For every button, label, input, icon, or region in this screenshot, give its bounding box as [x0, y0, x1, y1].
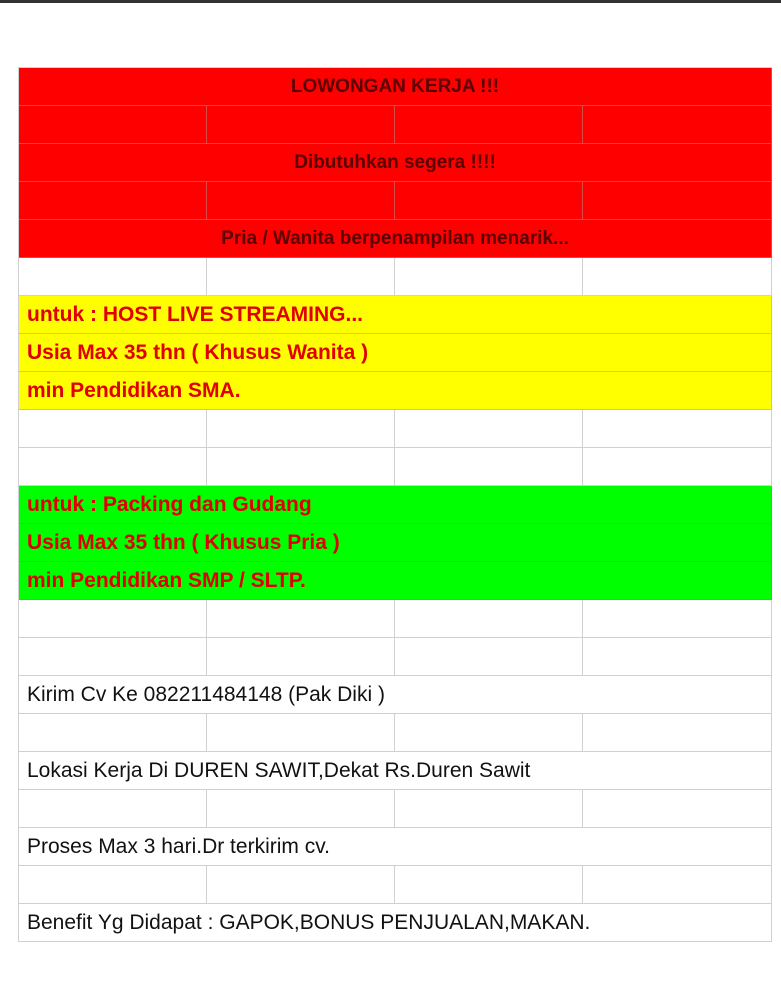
contact-row: [19, 676, 772, 714]
empty-row: [19, 600, 772, 638]
header-subtitle: Dibutuhkan segera !!!!: [294, 151, 496, 173]
packing-job-age: [19, 524, 772, 562]
contact-text: Kirim Cv Ke 082211484148 (Pak Diki ): [27, 682, 385, 706]
host-job-age: [19, 334, 772, 372]
host-job-age-text: Usia Max 35 thn ( Khusus Wanita ): [27, 340, 369, 364]
empty-row: [19, 410, 772, 448]
location-row: [19, 752, 772, 790]
empty-row: [19, 182, 772, 220]
empty-row: [19, 714, 772, 752]
benefit-text: Benefit Yg Didapat : GAPOK,BONUS PENJUALAN,MAKAN.: [27, 910, 591, 934]
header-requirement: Pria / Wanita berpenampilan menarik...: [221, 227, 569, 249]
host-job-education-text: min Pendidikan SMA.: [27, 378, 241, 402]
spreadsheet: [18, 67, 772, 942]
process-text: Proses Max 3 hari.Dr terkirim cv.: [27, 834, 330, 858]
host-job-title: [19, 296, 772, 334]
top-border: [0, 0, 781, 3]
host-job-title-text: untuk : HOST LIVE STREAMING...: [27, 302, 363, 326]
empty-row: [19, 258, 772, 296]
header-requirement-row: [19, 220, 772, 258]
packing-job-education: [19, 562, 772, 600]
empty-row: [19, 866, 772, 904]
empty-row: [19, 448, 772, 486]
packing-job-title-text: untuk : Packing dan Gudang: [27, 492, 312, 516]
header-title-row: [19, 68, 772, 106]
empty-row: [19, 106, 772, 144]
packing-job-title: [19, 486, 772, 524]
empty-row: [19, 790, 772, 828]
empty-row: [19, 638, 772, 676]
location-text: Lokasi Kerja Di DUREN SAWIT,Dekat Rs.Duren Sawit: [27, 758, 531, 782]
host-job-education: [19, 372, 772, 410]
packing-job-age-text: Usia Max 35 thn ( Khusus Pria ): [27, 530, 340, 554]
header-subtitle-row: [19, 144, 772, 182]
header-title: LOWONGAN KERJA !!!: [290, 75, 500, 97]
packing-job-education-text: min Pendidikan SMP / SLTP.: [27, 568, 306, 592]
process-row: [19, 828, 772, 866]
benefit-row: [19, 904, 772, 942]
